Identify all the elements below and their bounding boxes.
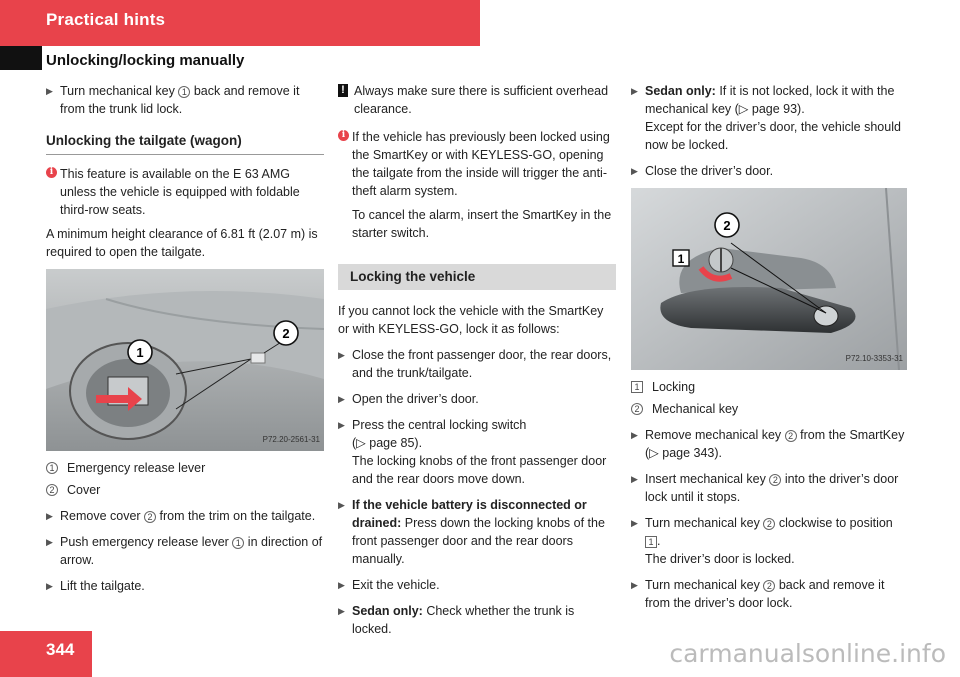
- instruction-step: ▶ Lift the tailgate.: [46, 579, 145, 593]
- paragraph: To cancel the alarm, insert the SmartKey in the starter switch.: [352, 208, 612, 240]
- instruction-step: ▶ Close the driver’s door.: [631, 164, 774, 178]
- instruction-step: ▶ Remove cover 2 from the trim on the tailgate.: [46, 509, 316, 523]
- arrow-bullet-icon: ▶: [46, 86, 53, 96]
- warning-note: ! Always make sure there is sufficient overhead clearance.: [338, 82, 616, 118]
- arrow-bullet-icon: ▶: [631, 518, 638, 528]
- legend-item: 2 Mechanical key: [631, 400, 907, 418]
- legend-item: 1 Locking: [631, 378, 907, 396]
- arrow-bullet-icon: ▶: [46, 537, 53, 547]
- info-note: i This feature is available on the E 63 AMG unless the vehicle is equipped with foldable third-row seats.: [46, 165, 324, 219]
- instruction-step: ▶ Insert mechanical key 2 into the driver’s door lock until it stops.: [631, 472, 899, 504]
- figure-callout: 2: [723, 218, 731, 233]
- instruction-step: ▶ Sedan only: Check whether the trunk is locked.: [338, 604, 575, 636]
- figure-code: P72.10-3353-31: [845, 354, 903, 363]
- arrow-bullet-icon: ▶: [338, 420, 345, 430]
- column-2: [338, 82, 616, 646]
- instruction-step: ▶ Turn mechanical key 2 back and remove it from the driver’s door lock.: [631, 578, 885, 610]
- info-note: i If the vehicle has previously been locked using the SmartKey or with KEYLESS-GO, opening the tailgate from the inside will trigger the anti-theft alarm system.: [338, 128, 616, 200]
- arrow-bullet-icon: ▶: [338, 500, 345, 510]
- arrow-bullet-icon: ▶: [631, 86, 638, 96]
- instruction-step: ▶ Sedan only: If it is not locked, lock it with the mechanical key (▷ page 93). Except for the driver’s door, the vehicle should now be locked.: [631, 84, 901, 152]
- section-marker: [0, 46, 42, 70]
- door-lock-photo: [631, 188, 907, 370]
- arrow-bullet-icon: ▶: [46, 581, 53, 591]
- arrow-bullet-icon: ▶: [631, 166, 638, 176]
- arrow-bullet-icon: ▶: [338, 350, 345, 360]
- arrow-bullet-icon: ▶: [338, 394, 345, 404]
- info-icon: i: [338, 130, 349, 141]
- figure-callout: 1: [136, 345, 144, 360]
- instruction-step: ▶ Close the front passenger door, the rear doors, and the trunk/tailgate.: [338, 348, 612, 380]
- page-number: 344: [46, 640, 75, 659]
- callout-ref: 1: [178, 86, 190, 98]
- column-1: [46, 82, 324, 603]
- warning-icon: !: [338, 84, 348, 97]
- legend-item: 1 Emergency release lever: [46, 459, 324, 477]
- instruction-step: ▶ Press the central locking switch (▷ page 85). The locking knobs of the front passenger door and the rear doors move down.: [338, 418, 607, 486]
- figure-callout: 1: [677, 252, 685, 266]
- figure-code: P72.20-2561-31: [262, 435, 320, 444]
- arrow-bullet-icon: ▶: [338, 606, 345, 616]
- instruction-step: ▶ Open the driver’s door.: [338, 392, 479, 406]
- instruction-step: ▶ Turn mechanical key 1 back and remove it from the trunk lid lock.: [46, 84, 300, 116]
- figure-legend: [631, 378, 907, 418]
- tailgate-photo: [46, 269, 324, 451]
- section-heading: Locking the vehicle: [338, 264, 616, 290]
- paragraph: A minimum height clearance of 6.81 ft (2.07 m) is required to open the tailgate.: [46, 227, 318, 259]
- chapter-title: Practical hints: [46, 10, 166, 29]
- instruction-step: ▶ Turn mechanical key 2 clockwise to position 1 . The driver’s door is locked.: [631, 516, 893, 566]
- info-icon: i: [46, 167, 57, 178]
- instruction-step: ▶ If the vehicle battery is disconnected or drained: Press down the locking knobs of the front passenger door and the rear doors manually.: [338, 498, 605, 566]
- paragraph: If you cannot lock the vehicle with the SmartKey or with KEYLESS-GO, lock it as follows:: [338, 304, 604, 336]
- section-title: Unlocking/locking manually: [46, 52, 245, 69]
- subheading: Unlocking the tailgate (wagon): [46, 132, 324, 155]
- instruction-step: ▶ Remove mechanical key 2 from the SmartKey (▷ page 343).: [631, 428, 905, 460]
- watermark: carmanualsonline.info: [669, 639, 946, 668]
- arrow-bullet-icon: ▶: [631, 580, 638, 590]
- arrow-bullet-icon: ▶: [631, 430, 638, 440]
- instruction-step: ▶ Exit the vehicle.: [338, 578, 440, 592]
- figure-legend: [46, 459, 324, 499]
- arrow-bullet-icon: ▶: [631, 474, 638, 484]
- legend-item: 2 Cover: [46, 481, 324, 499]
- instruction-step: ▶ Push emergency release lever 1 in direction of arrow.: [46, 535, 323, 567]
- arrow-bullet-icon: ▶: [46, 511, 53, 521]
- column-3: [631, 82, 907, 620]
- arrow-bullet-icon: ▶: [338, 580, 345, 590]
- figure-callout: 2: [282, 326, 290, 341]
